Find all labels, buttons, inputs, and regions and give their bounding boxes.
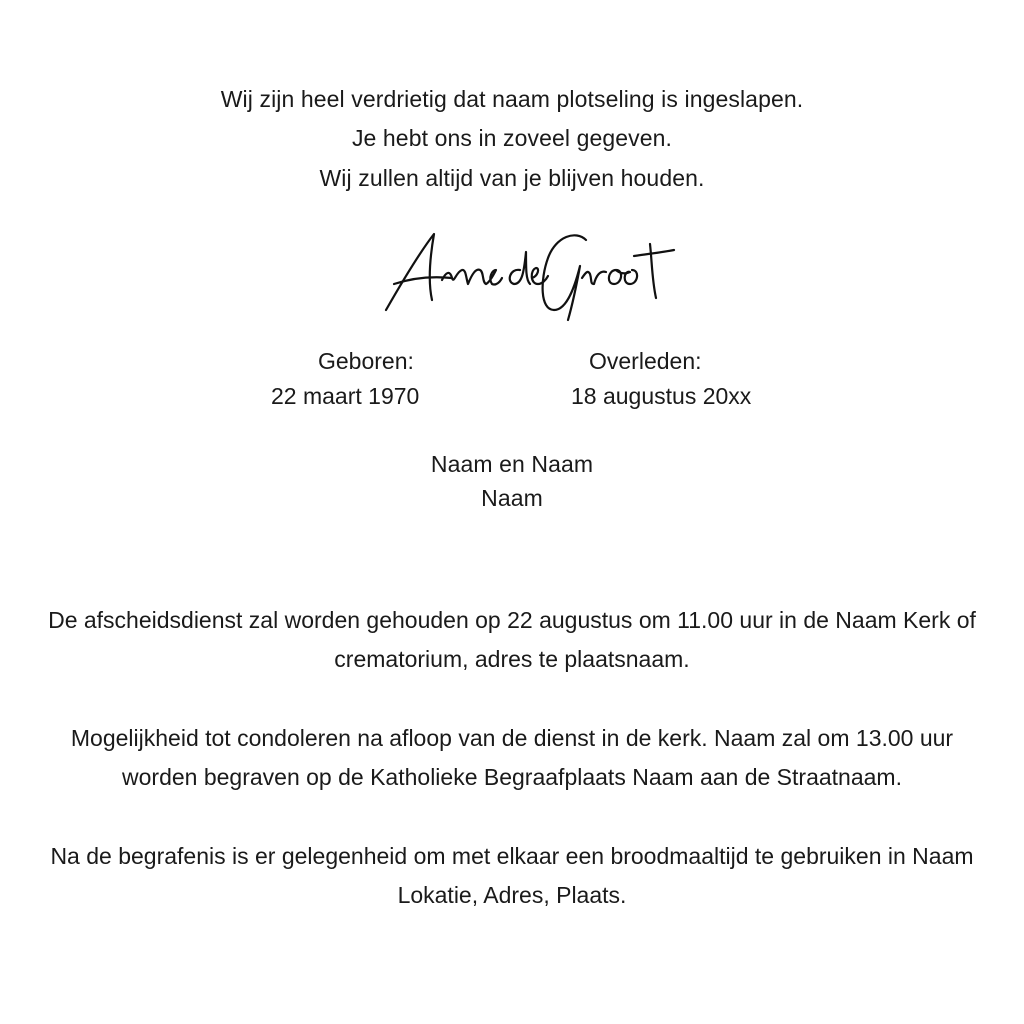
service-paragraph-2: Mogelijkheid tot condoleren na afloop van de dienst in de kerk. Naam zal om 13.00 uur worden begraven op de Katholieke Begraafplaats Naam aan de Straatnaam. (70, 725, 954, 790)
family-line-1: Naam en Naam (430, 451, 594, 477)
service-paragraph-1: De afscheidsdienst zal worden gehouden op 22 augustus om 11.00 uur in de Naam Kerk of crematorium, adres te plaatsnaam. (48, 607, 976, 672)
died-date: 18 augustus 20xx (571, 383, 752, 409)
born-date: 22 maart 1970 (271, 383, 420, 409)
signature-drawing (372, 222, 682, 322)
died-label: Overleden: (589, 348, 702, 374)
born-label: Geboren: (318, 348, 414, 374)
intro-line-3: Wij zullen altijd van je blijven houden. (319, 165, 705, 191)
name-signature (372, 222, 682, 322)
intro-line-2: Je hebt ons in zoveel gegeven. (351, 125, 673, 151)
intro-line-1: Wij zijn heel verdrietig dat naam plotseling is ingeslapen. (220, 86, 804, 112)
service-paragraph-3: Na de begrafenis is er gelegenheid om met elkaar een broodmaaltijd te gebruiken in Naam Lokatie, Adres, Plaats. (50, 843, 974, 908)
family-line-2: Naam (481, 485, 543, 511)
